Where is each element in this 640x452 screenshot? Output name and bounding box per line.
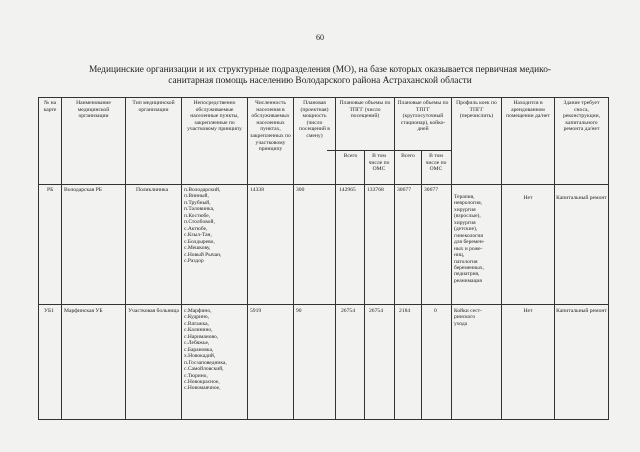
cell-capacity: 300 bbox=[296, 187, 305, 193]
list-line: с.Кзыл-Тан, bbox=[184, 232, 212, 239]
list-line: п.Столбовой, bbox=[184, 219, 215, 226]
list-line: п.Таловинка, bbox=[184, 206, 215, 213]
list-line: (детские), bbox=[454, 226, 478, 233]
table-col-rule bbox=[364, 150, 365, 419]
document-title-line-1: Медицинские организации и их структурные подразделения (МО), на базе которых оказывается первичная медико- bbox=[88, 65, 552, 75]
table-col-rule bbox=[181, 97, 182, 419]
list-line: беременных, bbox=[454, 264, 484, 271]
list-line: х.Новокадий, bbox=[184, 353, 216, 360]
header-settlements: Непосредственно обслуживаемые населенные пункты, закрепленные по участковому принципу bbox=[187, 100, 242, 133]
cell-org-type: Поликлиника bbox=[136, 187, 169, 193]
cell-card-number: УБ1 bbox=[44, 308, 54, 314]
organizations-table bbox=[38, 97, 609, 419]
list-line: с.Калинино, bbox=[184, 327, 213, 334]
list-line: с.Болдырево, bbox=[184, 238, 215, 245]
list-line: реанимация bbox=[454, 277, 482, 284]
table-col-rule bbox=[125, 97, 126, 419]
table-col-rule bbox=[335, 97, 336, 419]
list-line: с.Актюбе, bbox=[184, 225, 208, 232]
table-subheader-rule bbox=[327, 150, 451, 151]
list-line: с.Ватажка, bbox=[184, 320, 209, 327]
cell-building-needs: Капитальный ремонт bbox=[556, 308, 607, 314]
list-line: ринского bbox=[454, 314, 476, 321]
list-line: с.Нариманово, bbox=[184, 333, 219, 340]
table-border-top bbox=[38, 97, 609, 98]
list-line: с.Мешкову, bbox=[184, 245, 211, 252]
header-population: Численность населения в обслуживаемых населенных пунктах, закрепленных по участковому принципу bbox=[250, 100, 291, 153]
header-org-type: Тип медицинской организации bbox=[132, 100, 175, 113]
table-col-rule bbox=[451, 97, 452, 419]
table-border-left bbox=[38, 97, 39, 419]
list-line: Койки сест- bbox=[454, 308, 482, 314]
list-line: с.Новый Рычан, bbox=[184, 251, 222, 258]
cell-org-name: Марфинская УБ bbox=[64, 308, 103, 314]
table-header-rule bbox=[38, 184, 609, 185]
list-line: п.Госзаповедника, bbox=[184, 359, 227, 366]
list-line: Терапия, bbox=[454, 194, 475, 200]
list-line: с.Кудрино, bbox=[184, 314, 210, 321]
list-line: с.Раздор bbox=[184, 257, 204, 264]
table-col-rule bbox=[394, 97, 395, 419]
cell-org-name: Володарская РБ bbox=[64, 187, 102, 193]
header-building-needs: Здание требует сноса, реконструкции, капитального ремонта да/нет bbox=[562, 100, 601, 133]
list-line: с.Барановка, bbox=[184, 346, 214, 353]
table-border-right bbox=[608, 97, 609, 419]
list-line: ухода bbox=[454, 320, 468, 327]
cell-rented: Нет bbox=[523, 308, 533, 314]
cell-org-type: Участковая больница bbox=[128, 308, 179, 314]
header-rented-premises: Находится в арендованном помещении да/нет bbox=[506, 100, 550, 120]
header-org-name: Наименование медицинской организации bbox=[76, 100, 111, 120]
list-line: с.Самойловский, bbox=[184, 366, 224, 373]
cell-capacity: 90 bbox=[296, 308, 302, 314]
cell-population: 5919 bbox=[250, 308, 262, 314]
subheader-inpatient-total: Всего bbox=[401, 153, 415, 159]
table-col-rule bbox=[247, 97, 248, 419]
list-line: патология bbox=[454, 258, 478, 265]
list-line: ниц, bbox=[454, 252, 465, 259]
cell-bed-profile bbox=[454, 308, 500, 327]
list-line: с.Новомаячное, bbox=[184, 385, 221, 392]
cell-card-number: РБ bbox=[47, 187, 54, 193]
list-line: п.Костюбе, bbox=[184, 212, 211, 219]
cell-outpatient-total: 26754 bbox=[341, 308, 355, 314]
list-line: хирургия bbox=[454, 206, 476, 213]
table-col-rule bbox=[554, 97, 555, 419]
cell-outpatient-total: 142965 bbox=[339, 187, 356, 193]
list-line: ных и роже- bbox=[454, 245, 483, 252]
list-line: педиатрия, bbox=[454, 271, 480, 278]
cell-bed-profile bbox=[454, 194, 500, 284]
cell-building-needs: Капитальный ремонт bbox=[556, 195, 607, 201]
header-bed-profile: Профиль коек по ТПГГ (перечислить) bbox=[456, 100, 497, 120]
document-title-line-2: санитарная помощь населению Володарского района Астраханской области bbox=[168, 76, 472, 86]
list-line: (взрослые), bbox=[454, 213, 481, 220]
subheader-outpatient-total: Всего bbox=[343, 153, 358, 159]
cell-rented: Нет bbox=[523, 195, 533, 201]
header-inpatient-volumes: Плановые объемы по ТПГГ (круглосуточный стационар), койко-дней bbox=[397, 100, 449, 133]
header-capacity: Плановая (проектная) мощность (число посещений в смену) bbox=[299, 100, 330, 139]
cell-outpatient-oms: 26754 bbox=[369, 308, 383, 314]
table-col-rule bbox=[421, 150, 422, 419]
table-col-rule bbox=[293, 97, 294, 419]
table-row-rule bbox=[38, 304, 609, 305]
cell-settlements bbox=[184, 187, 246, 264]
list-line: неврология, bbox=[454, 200, 483, 207]
list-line: п.Володарский, bbox=[184, 187, 221, 193]
cell-settlements bbox=[184, 308, 246, 392]
cell-outpatient-oms: 133768 bbox=[367, 187, 384, 193]
header-card-number: № на карте bbox=[43, 100, 57, 113]
cell-inpatient-oms: 30677 bbox=[424, 187, 438, 193]
list-line: п.Винный, bbox=[184, 193, 209, 200]
page-number: 60 bbox=[316, 33, 324, 42]
subheader-outpatient-oms: В том числе по ОМС bbox=[368, 153, 390, 173]
list-line: п.Трубный, bbox=[184, 199, 211, 206]
list-line: гинекология bbox=[454, 232, 483, 239]
cell-population: 14338 bbox=[250, 187, 264, 193]
list-line: с.Новокрасное, bbox=[184, 378, 220, 385]
subheader-inpatient-oms: В том числе по ОМС bbox=[425, 153, 447, 173]
list-line: с.Лебяжье, bbox=[184, 340, 210, 347]
list-line: хирургия bbox=[454, 219, 476, 226]
cell-inpatient-total: 2184 bbox=[399, 308, 411, 314]
list-line: для беремен- bbox=[454, 239, 485, 246]
list-line: с.Тюрино, bbox=[184, 372, 208, 379]
header-outpatient-volumes: Плановые объемы по ТПГГ (число посещений) bbox=[339, 100, 391, 120]
cell-inpatient-total: 30677 bbox=[397, 187, 411, 193]
cell-inpatient-oms: 0 bbox=[434, 308, 437, 314]
table-col-rule bbox=[501, 97, 502, 419]
table-col-rule bbox=[61, 97, 62, 419]
table-border-bottom bbox=[38, 419, 609, 420]
list-line: с.Марфино, bbox=[184, 308, 212, 314]
